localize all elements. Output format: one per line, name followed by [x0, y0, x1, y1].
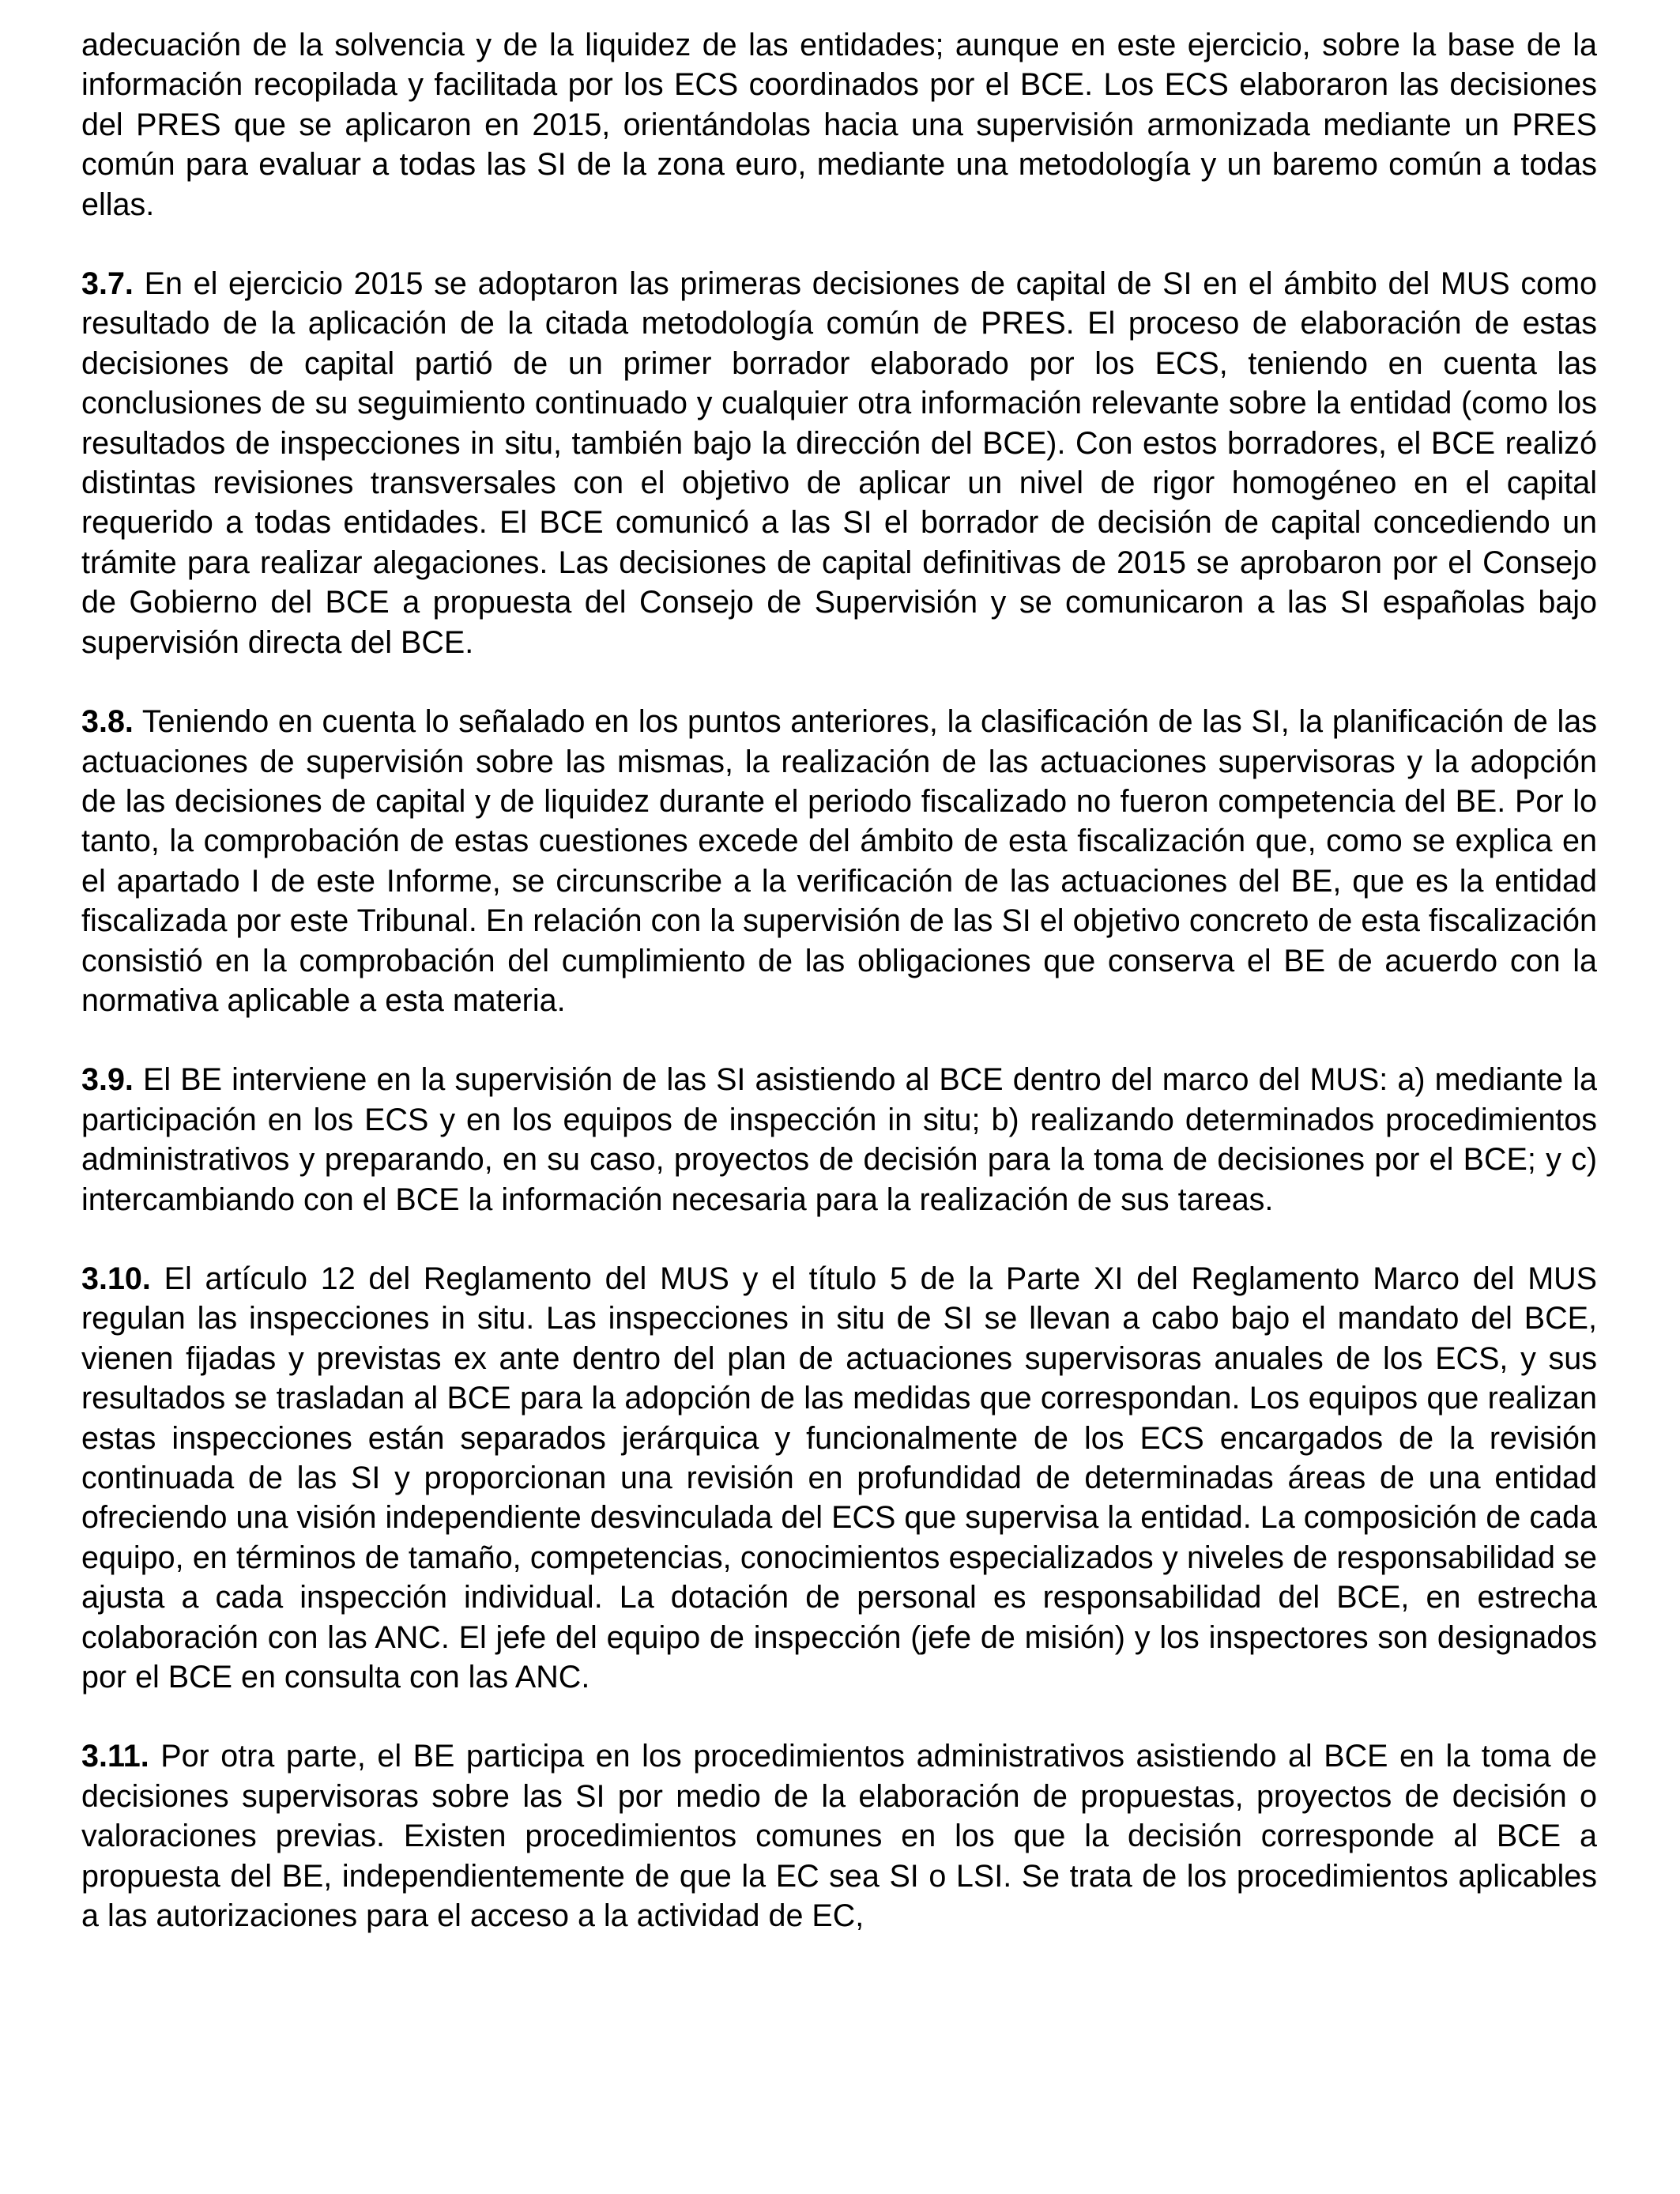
paragraph-3-11	[81, 1736, 1597, 1936]
paragraph-3-9	[81, 1060, 1597, 1220]
paragraph-number: 3.7.	[81, 266, 134, 302]
paragraph-continuation	[81, 25, 1597, 224]
paragraph-text: Por otra parte, el BE participa en los procedimientos administrativos asistiendo al BCE en la toma de decisiones supervisoras sobre las SI por medio de la elaboración de propuestas, proyectos de decisión o valoraciones previas. Existen procedimientos comunes en los que la decisión corresponde al BCE a propuesta del BE, independientemente de que la EC sea SI o LSI. Se trata de los procedimientos aplicables a las autorizaciones para el acceso a la actividad de EC,	[81, 1739, 1597, 1934]
paragraph-number: 3.11.	[81, 1739, 149, 1774]
paragraph-number: 3.8.	[81, 704, 134, 740]
paragraph-3-7	[81, 264, 1597, 662]
paragraph-text: Teniendo en cuenta lo señalado en los puntos anteriores, la clasificación de las SI, la planificación de las actuaciones de supervisión sobre las mismas, la realización de las actuaciones supervisoras y la adopción de las decisiones de capital y de liquidez durante el periodo fiscalizado no fueron competencia del BE. Por lo tanto, la comprobación de estas cuestiones excede del ámbito de esta fiscalización que, como se explica en el apartado I de este Informe, se circunscribe a la verificación de las actuaciones del BE, que es la entidad fiscalizada por este Tribunal. En relación con la supervisión de las SI el objetivo concreto de esta fiscalización consistió en la comprobación del cumplimiento de las obligaciones que conserva el BE de acuerdo con la normativa aplicable a esta materia.	[81, 704, 1597, 1018]
paragraph-3-8	[81, 702, 1597, 1020]
paragraph-text: El artículo 12 del Reglamento del MUS y el título 5 de la Parte XI del Reglamento Marco del MUS regulan las inspecciones in situ. Las inspecciones in situ de SI se llevan a cabo bajo el mandato del BCE, vienen fijadas y previstas ex ante dentro del plan de actuaciones supervisoras anuales de los ECS, y sus resultados se trasladan al BCE para la adopción de las medidas que correspondan. Los equipos que realizan estas inspecciones están separados jerárquica y funcionalmente de los ECS encargados de la revisión continuada de las SI y proporcionan una revisión en profundidad de determinadas áreas de una entidad ofreciendo una visión independiente desvinculada del ECS que supervisa la entidad. La composición de cada equipo, en términos de tamaño, competencias, conocimientos especializados y niveles de responsabilidad se ajusta a cada inspección individual. La dotación de personal es responsabilidad del BCE, en estrecha colaboración con las ANC. El jefe del equipo de inspección (jefe de misión) y los inspectores son designados por el BCE en consulta con las ANC.	[81, 1261, 1597, 1695]
paragraph-3-10	[81, 1259, 1597, 1697]
paragraph-text: adecuación de la solvencia y de la liquidez de las entidades; aunque en este ejercicio, sobre la base de la información recopilada y facilitada por los ECS coordinados por el BCE. Los ECS elaboraron las decisiones del PRES que se aplicaron en 2015, orientándolas hacia una supervisión armonizada mediante un PRES común para evaluar a todas las SI de la zona euro, mediante una metodología y un baremo común a todas ellas.	[81, 28, 1597, 222]
paragraph-text: En el ejercicio 2015 se adoptaron las primeras decisiones de capital de SI en el ámbito del MUS como resultado de la aplicación de la citada metodología común de PRES. El proceso de elaboración de estas decisiones de capital partió de un primer borrador elaborado por los ECS, teniendo en cuenta las conclusiones de su seguimiento continuado y cualquier otra información relevante sobre la entidad (como los resultados de inspecciones in situ, también bajo la dirección del BCE). Con estos borradores, el BCE realizó distintas revisiones transversales con el objetivo de aplicar un nivel de rigor homogéneo en el capital requerido a todas entidades. El BCE comunicó a las SI el borrador de decisión de capital concediendo un trámite para realizar alegaciones. Las decisiones de capital definitivas de 2015 se aprobaron por el Consejo de Gobierno del BCE a propuesta del Consejo de Supervisión y se comunicaron a las SI españolas bajo supervisión directa del BCE.	[81, 266, 1597, 660]
paragraph-number: 3.10.	[81, 1261, 151, 1296]
document-page	[81, 25, 1597, 1936]
paragraph-number: 3.9.	[81, 1062, 134, 1098]
paragraph-text: El BE interviene en la supervisión de las SI asistiendo al BCE dentro del marco del MUS: a) mediante la participación en los ECS y en los equipos de inspección in situ; b) realizando determinados procedimientos administrativos y preparando, en su caso, proyectos de decisión para la toma de decisiones por el BCE; y c) intercambiando con el BCE la información necesaria para la realización de sus tareas.	[81, 1062, 1597, 1217]
